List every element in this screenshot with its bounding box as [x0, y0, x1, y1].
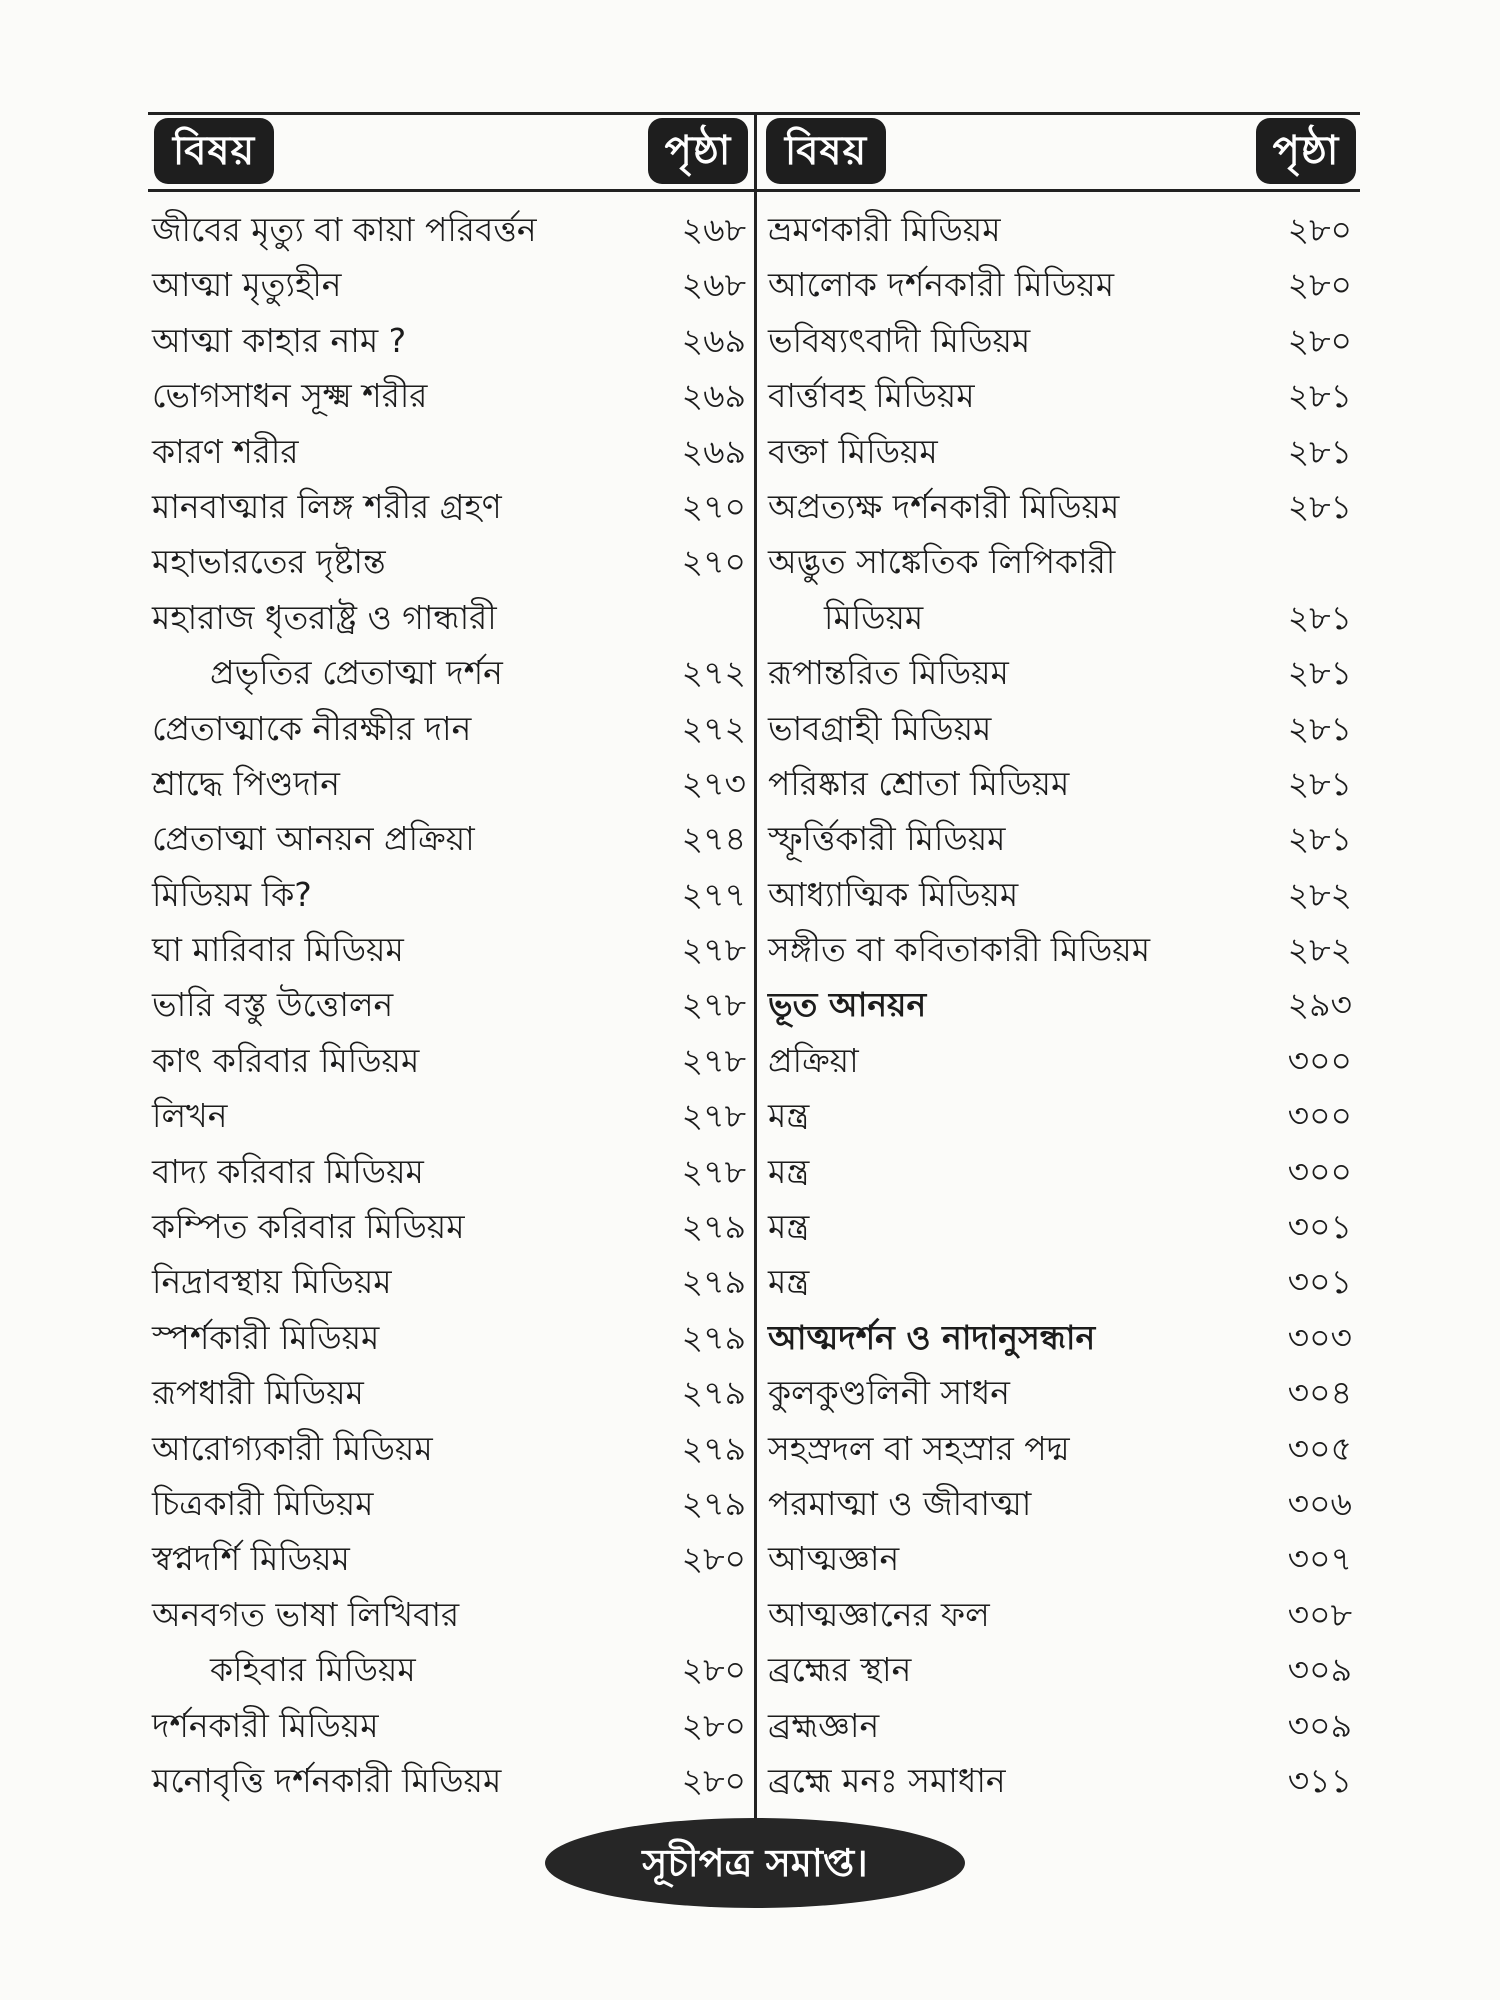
toc-row — [768, 424, 1358, 479]
toc-entry-title: মন্ত্র — [768, 1151, 810, 1191]
subject-header-left: বিষয় — [154, 118, 274, 184]
toc-row — [152, 1033, 752, 1088]
toc-row — [768, 1421, 1358, 1476]
toc-entry-title: মনোবৃত্তি দর্শনকারী মিডিয়ম — [152, 1760, 502, 1800]
toc-row — [768, 368, 1358, 423]
toc-entry-page: ২৭০ — [681, 542, 746, 582]
toc-entry-page: ৩০৭ — [1287, 1539, 1352, 1579]
page-header-left: পৃষ্ঠা — [648, 118, 748, 184]
toc-entry-title: প্রেতাত্মাকে নীরক্ষীর দান — [152, 708, 472, 748]
toc-row — [768, 1698, 1358, 1753]
toc-row — [152, 313, 752, 368]
page-header-right: পৃষ্ঠা — [1256, 118, 1356, 184]
toc-row — [768, 202, 1358, 257]
toc-entry-title: মানবাত্মার লিঙ্গ শরীর গ্রহণ — [152, 486, 502, 526]
toc-entry-title: শ্রাদ্ধে পিণ্ডদান — [152, 763, 340, 803]
toc-entry-page: ২৭৭ — [681, 874, 746, 914]
toc-entry-title: আলোক দর্শনকারী মিডিয়ম — [768, 265, 1115, 305]
toc-row — [768, 811, 1358, 866]
toc-entry-title: রূপধারী মিডিয়ম — [152, 1373, 364, 1413]
toc-entry-title: প্রেতাত্মা আনয়ন প্রক্রিয়া — [152, 819, 475, 859]
toc-right-column — [768, 202, 1358, 1808]
column-divider — [754, 112, 757, 1827]
toc-entry-page: ২৭৮ — [681, 1151, 746, 1191]
toc-entry-title: ভোগসাধন সূক্ষ্ম শরীর — [152, 376, 428, 416]
toc-entry-title: ব্রহ্মের স্থান — [768, 1650, 912, 1690]
toc-entry-title: স্বপ্নদর্শি মিডিয়ম — [152, 1539, 350, 1579]
toc-row — [768, 1254, 1358, 1309]
toc-entry-title: স্পর্শকারী মিডিয়ম — [152, 1317, 380, 1357]
toc-entry-page: ২৮০ — [1287, 320, 1352, 360]
toc-entry-title: কারণ শরীর — [152, 431, 299, 471]
toc-row — [152, 534, 752, 589]
toc-row — [152, 1365, 752, 1420]
toc-entry-page: ২৭২ — [681, 653, 746, 693]
toc-entry-page: ২৭৮ — [681, 1040, 746, 1080]
toc-row — [152, 368, 752, 423]
toc-end-badge: সূচীপত্র সমাপ্ত। — [545, 1818, 965, 1908]
toc-row — [152, 1753, 752, 1808]
toc-entry-title: নিদ্রাবস্থায় মিডিয়ম — [152, 1262, 392, 1302]
toc-entry-title: কাৎ করিবার মিডিয়ম — [152, 1040, 420, 1080]
toc-entry-page: ৩০০ — [1287, 1151, 1352, 1191]
toc-entry-title: পরমাত্মা ও জীবাত্মা — [768, 1483, 1032, 1523]
toc-row — [768, 701, 1358, 756]
toc-entry-page: ২৭৪ — [681, 819, 746, 859]
toc-entry-page: ২৭৮ — [681, 1096, 746, 1136]
toc-entry-title: আত্মা কাহার নাম ? — [152, 320, 407, 360]
toc-entry-title: স্ফূর্ত্তিকারী মিডিয়ম — [768, 819, 1006, 859]
toc-entry-title: প্রক্রিয়া — [768, 1040, 859, 1080]
toc-row — [152, 1088, 752, 1143]
toc-entry-page: ২৬৯ — [681, 376, 746, 416]
toc-entry-title: মন্ত্র — [768, 1262, 810, 1302]
toc-entry-page: ২৮০ — [1287, 210, 1352, 249]
toc-entry-page: ২৭৯ — [681, 1317, 746, 1357]
toc-row — [768, 1365, 1358, 1420]
toc-row — [768, 645, 1358, 700]
toc-entry-title: ভূত আনয়ন — [768, 985, 927, 1025]
toc-entry-page: ৩০৫ — [1287, 1428, 1352, 1468]
toc-row — [768, 479, 1358, 534]
toc-row — [152, 590, 752, 645]
subject-header-right: বিষয় — [766, 118, 886, 184]
toc-row — [768, 1310, 1358, 1365]
toc-row — [152, 922, 752, 977]
toc-row — [152, 1254, 752, 1309]
toc-row — [768, 1199, 1358, 1254]
toc-entry-title: ঘা মারিবার মিডিয়ম — [152, 930, 404, 970]
toc-row — [152, 479, 752, 534]
toc-entry-page: ২৭৮ — [681, 930, 746, 970]
toc-entry-title: সহস্রদল বা সহস্রার পদ্ম — [768, 1428, 1070, 1468]
toc-row — [768, 590, 1358, 645]
toc-row — [152, 424, 752, 479]
toc-row — [768, 313, 1358, 368]
toc-entry-title: মিডিয়ম — [824, 597, 924, 637]
toc-entry-title: মন্ত্র — [768, 1207, 810, 1247]
toc-entry-page: ২৮২ — [1287, 874, 1352, 914]
toc-entry-title: পরিষ্কার শ্রোতা মিডিয়ম — [768, 763, 1070, 803]
toc-row — [768, 1476, 1358, 1531]
toc-entry-title: বাদ্য করিবার মিডিয়ম — [152, 1151, 424, 1191]
toc-row — [152, 1587, 752, 1642]
toc-entry-page: ৩০৮ — [1287, 1594, 1352, 1634]
toc-entry-page: ২৮০ — [681, 1760, 746, 1800]
toc-entry-page: ২৮১ — [1287, 708, 1352, 748]
toc-entry-page: ২৮১ — [1287, 376, 1352, 416]
toc-left-column — [152, 202, 752, 1808]
toc-entry-page: ২৭৮ — [681, 985, 746, 1025]
toc-row — [768, 1033, 1358, 1088]
toc-row — [768, 922, 1358, 977]
toc-row — [152, 645, 752, 700]
toc-row — [768, 977, 1358, 1032]
toc-row — [768, 1642, 1358, 1697]
toc-row — [152, 257, 752, 312]
toc-row — [768, 867, 1358, 922]
toc-entry-title: সঙ্গীত বা কবিতাকারী মিডিয়ম — [768, 930, 1151, 970]
toc-row — [152, 1310, 752, 1365]
toc-row — [768, 1587, 1358, 1642]
toc-entry-page: ২৮১ — [1287, 597, 1352, 637]
toc-entry-title: রূপান্তরিত মিডিয়ম — [768, 653, 1009, 693]
toc-entry-title: মন্ত্র — [768, 1096, 810, 1136]
toc-entry-page: ২৮০ — [681, 1650, 746, 1690]
toc-entry-title: অপ্রত্যক্ষ দর্শনকারী মিডিয়ম — [768, 486, 1120, 526]
toc-entry-title: ভাবগ্রাহী মিডিয়ম — [768, 708, 992, 748]
toc-entry-page: ২৮১ — [1287, 486, 1352, 526]
toc-entry-title: আরোগ্যকারী মিডিয়ম — [152, 1428, 433, 1468]
toc-entry-page: ৩০৬ — [1287, 1483, 1352, 1523]
toc-row — [152, 811, 752, 866]
toc-entry-page: ২৭৯ — [681, 1428, 746, 1468]
toc-entry-page: ২৬৯ — [681, 431, 746, 471]
toc-entry-title: আত্মদর্শন ও নাদানুসন্ধান — [768, 1317, 1096, 1357]
toc-row — [152, 1531, 752, 1586]
toc-entry-page: ২৬৮ — [681, 210, 746, 249]
toc-entry-title: জীবের মৃত্যু বা কায়া পরিবর্ত্তন — [152, 210, 537, 249]
toc-entry-title: কুলকুণ্ডলিনী সাধন — [768, 1373, 1010, 1413]
toc-entry-page: ২৮০ — [681, 1705, 746, 1745]
toc-entry-page: ৩০০ — [1287, 1096, 1352, 1136]
toc-entry-title: আত্মা মৃত্যুহীন — [152, 265, 342, 305]
toc-entry-page: ২৮০ — [1287, 265, 1352, 305]
toc-entry-page: ৩০৪ — [1287, 1373, 1352, 1413]
toc-entry-page: ২৬৮ — [681, 265, 746, 305]
toc-entry-page: ২৮১ — [1287, 653, 1352, 693]
toc-entry-title: মহারাজ ধৃতরাষ্ট্র ও গান্ধারী — [152, 597, 497, 637]
toc-row — [152, 1476, 752, 1531]
toc-entry-title: অনবগত ভাষা লিখিবার — [152, 1594, 460, 1634]
toc-entry-title: বক্তা মিডিয়ম — [768, 431, 938, 471]
toc-entry-title: আধ্যাত্মিক মিডিয়ম — [768, 874, 1019, 914]
toc-entry-page: ২৭৯ — [681, 1262, 746, 1302]
toc-entry-title: ব্রহ্মজ্ঞান — [768, 1705, 880, 1745]
toc-row — [768, 1088, 1358, 1143]
toc-entry-page: ৩১১ — [1287, 1760, 1352, 1800]
toc-entry-page: ২৮১ — [1287, 431, 1352, 471]
toc-entry-title: কম্পিত করিবার মিডিয়ম — [152, 1207, 465, 1247]
toc-entry-title: ব্রহ্মে মনঃ সমাধান — [768, 1760, 1006, 1800]
toc-entry-page: ৩০৩ — [1287, 1317, 1352, 1357]
toc-entry-page: ৩০৯ — [1287, 1650, 1352, 1690]
toc-entry-page: ২৮১ — [1287, 819, 1352, 859]
toc-entry-title: আত্মজ্ঞানের ফল — [768, 1594, 990, 1634]
toc-entry-title: মহাভারতের দৃষ্টান্ত — [152, 542, 386, 582]
toc-entry-page: ৩০০ — [1287, 1040, 1352, 1080]
toc-row — [152, 1144, 752, 1199]
toc-entry-title: প্রভৃতির প্রেতাত্মা দর্শন — [210, 653, 503, 693]
toc-row — [152, 1199, 752, 1254]
toc-entry-page: ২৮২ — [1287, 930, 1352, 970]
toc-row — [768, 534, 1358, 589]
toc-entry-page: ২৭৯ — [681, 1207, 746, 1247]
toc-entry-page: ৩০১ — [1287, 1262, 1352, 1302]
toc-row — [768, 1144, 1358, 1199]
toc-entry-title: আত্মজ্ঞান — [768, 1539, 900, 1579]
toc-entry-page: ২৮০ — [681, 1539, 746, 1579]
toc-row — [152, 1642, 752, 1697]
toc-entry-title: ভারি বস্তু উত্তোলন — [152, 985, 394, 1025]
toc-entry-page: ৩০৯ — [1287, 1705, 1352, 1745]
toc-row — [152, 1421, 752, 1476]
toc-entry-title: বার্ত্তাবহ মিডিয়ম — [768, 376, 975, 416]
toc-entry-page: ২৭৯ — [681, 1483, 746, 1523]
toc-entry-page: ২৭২ — [681, 708, 746, 748]
toc-entry-page: ২৯৩ — [1287, 985, 1352, 1025]
toc-row — [768, 257, 1358, 312]
toc-entry-title: কহিবার মিডিয়ম — [210, 1650, 416, 1690]
toc-entry-title: ভ্রমণকারী মিডিয়ম — [768, 210, 1001, 249]
toc-entry-page: ২৭৯ — [681, 1373, 746, 1413]
toc-row — [152, 1698, 752, 1753]
toc-entry-page: ৩০১ — [1287, 1207, 1352, 1247]
toc-entry-page: ২৮১ — [1287, 763, 1352, 803]
toc-entry-title: অদ্ভুত সাঙ্কেতিক লিপিকারী — [768, 542, 1116, 582]
toc-entry-title: লিখন — [152, 1096, 228, 1136]
toc-row — [152, 202, 752, 257]
toc-entry-page: ২৭০ — [681, 486, 746, 526]
toc-row — [152, 867, 752, 922]
toc-row — [768, 1531, 1358, 1586]
toc-entry-title: ভবিষ্যৎবাদী মিডিয়ম — [768, 320, 1031, 360]
toc-entry-title: দর্শনকারী মিডিয়ম — [152, 1705, 379, 1745]
toc-entry-title: মিডিয়ম কি? — [152, 874, 312, 914]
toc-page — [148, 112, 1360, 1832]
toc-row — [768, 756, 1358, 811]
toc-row — [768, 1753, 1358, 1808]
toc-row — [152, 701, 752, 756]
toc-entry-page: ২৬৯ — [681, 320, 746, 360]
toc-entry-page: ২৭৩ — [681, 763, 746, 803]
toc-row — [152, 756, 752, 811]
toc-row — [152, 977, 752, 1032]
toc-entry-title: চিত্রকারী মিডিয়ম — [152, 1483, 374, 1523]
